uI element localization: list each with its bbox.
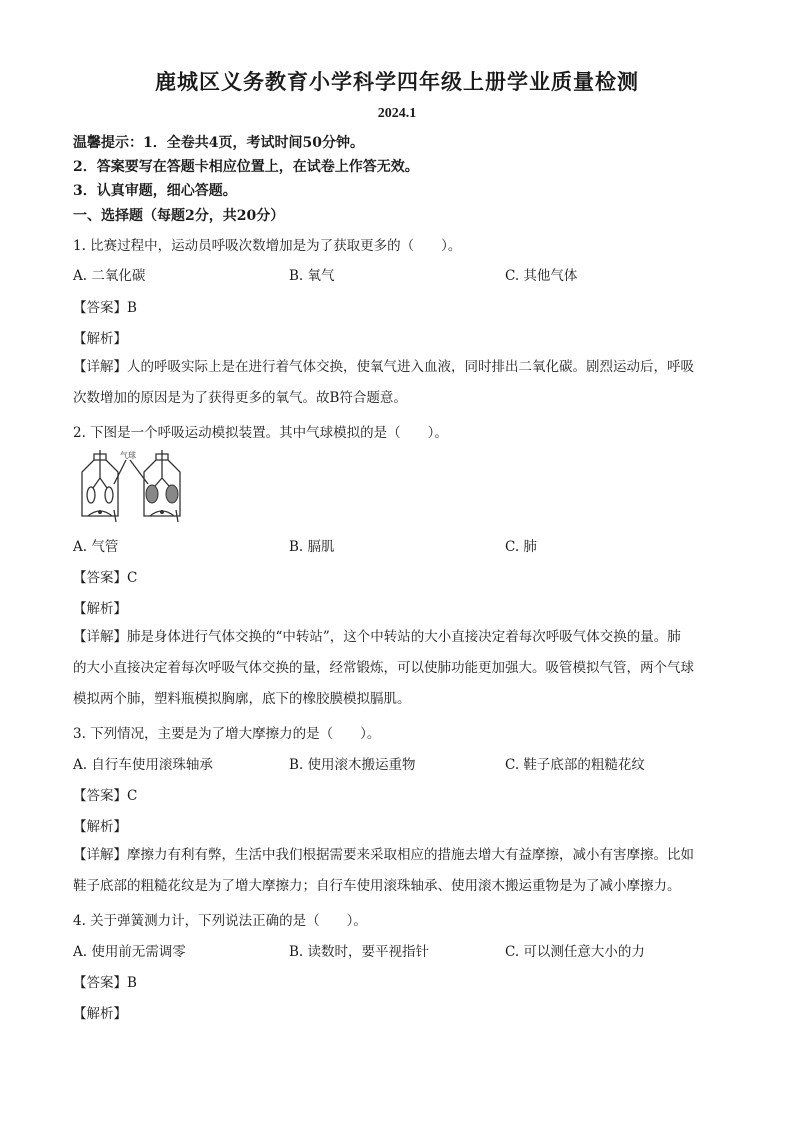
question-3-stem: 3. 下列情况，主要是为了增大摩擦力的是（ ）。: [73, 726, 381, 742]
answer-label: 【答案】: [73, 975, 127, 991]
detail-label: 【详解】: [73, 629, 127, 645]
question-3-detail-line-1: 摩擦力有利有弊，生活中我们根据需要来采取相应的措施去增大有益摩擦，减小有害摩擦。比如: [127, 847, 694, 863]
question-2-answer: [73, 566, 137, 586]
question-1-detail-line-1: 人的呼吸实际上是在进行着气体交换，使氧气进入血液，同时排出二氧化碳。剧烈运动后，呼吸: [127, 359, 694, 375]
answer-value: C: [127, 788, 138, 804]
exam-date: 2024.1: [377, 106, 417, 121]
question-2-detail-line-3: 模拟两个肺，塑料瓶模拟胸廓，底下的橡胶膜模拟膈肌。: [73, 691, 411, 707]
question-3-detail: [73, 840, 723, 902]
question-1-stem: 1. 比赛过程中，运动员呼吸次数增加是为了获取更多的（ ）。: [73, 238, 462, 254]
question-2-detail-line-1: 肺是身体进行气体交换的“中转站”，这个中转站的大小直接决定着每次呼吸气体交换的量。肺: [127, 629, 681, 645]
answer-label: 【答案】: [73, 570, 127, 586]
tip-3: 3．认真审题，细心答题。: [73, 183, 237, 199]
question-2-option-c: C. 肺: [505, 539, 537, 555]
diagram-label-balloon: 气球: [120, 451, 136, 460]
question-3-answer: [73, 784, 137, 804]
question-3-option-c: C. 鞋子底部的粗糙花纹: [505, 757, 645, 773]
question-1-analysis-label: 【解析】: [73, 331, 127, 347]
answer-value: B: [127, 975, 137, 991]
question-2-option-b: B. 膈肌: [289, 539, 335, 555]
question-2-stem: 2. 下图是一个呼吸运动模拟装置。其中气球模拟的是（ ）。: [73, 425, 448, 441]
question-1-answer: [73, 296, 137, 316]
question-4-analysis-label: 【解析】: [73, 1006, 127, 1022]
answer-label: 【答案】: [73, 788, 127, 804]
section-title: 一、选择题（每题2分，共20分）: [73, 208, 285, 224]
question-1-detail-line-2: 次数增加的原因是为了获得更多的氧气。故B符合题意。: [73, 390, 407, 406]
question-3-analysis-label: 【解析】: [73, 819, 127, 835]
question-4-option-c: C. 可以测任意大小的力: [505, 944, 645, 960]
answer-value: C: [127, 570, 138, 586]
question-4-option-b: B. 读数时，要平视指针: [289, 944, 430, 960]
question-3-option-a: A. 自行车使用滚珠轴承: [73, 757, 213, 773]
question-4-option-a: A. 使用前无需调零: [73, 944, 186, 960]
question-4-stem: 4. 关于弹簧测力计，下列说法正确的是（ ）。: [73, 913, 367, 929]
breathing-model-diagram: [76, 448, 186, 528]
question-2-detail: [73, 622, 723, 715]
tip-1: 温馨提示：1．全卷共4页，考试时间50分钟。: [73, 135, 364, 151]
question-1-option-c: C. 其他气体: [505, 268, 578, 284]
question-4-answer: [73, 971, 137, 991]
question-3-detail-line-2: 鞋子底部的粗糙花纹是为了增大摩擦力；自行车使用滚珠轴承、使用滚木搬运重物是为了减小摩擦力。: [73, 878, 681, 894]
question-1-option-a: A. 二氧化碳: [73, 268, 146, 284]
detail-label: 【详解】: [73, 847, 127, 863]
answer-value: B: [127, 300, 137, 316]
detail-label: 【详解】: [73, 359, 127, 375]
question-3-option-b: B. 使用滚木搬运重物: [289, 757, 416, 773]
question-2-analysis-label: 【解析】: [73, 601, 127, 617]
page-title: 鹿城区义务教育小学科学四年级上册学业质量检测: [155, 69, 639, 94]
question-2-detail-line-2: 的大小直接决定着每次呼吸气体交换的量，经常锻炼，可以使肺功能更加强大。吸管模拟气管，两个气球: [73, 660, 694, 676]
tip-2: 2．答案要写在答题卡相应位置上，在试卷上作答无效。: [73, 159, 419, 175]
answer-label: 【答案】: [73, 300, 127, 316]
question-2-option-a: A. 气管: [73, 539, 119, 555]
question-1-detail: [73, 352, 723, 414]
question-1-option-b: B. 氧气: [289, 268, 335, 284]
